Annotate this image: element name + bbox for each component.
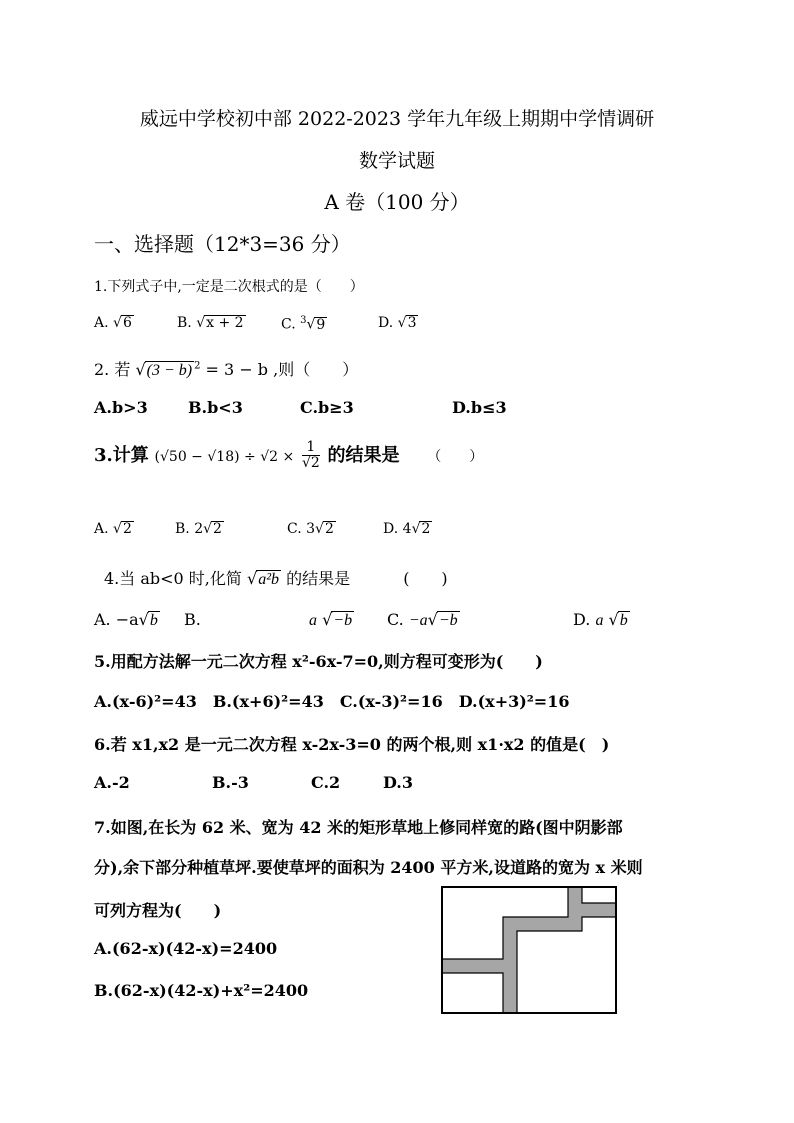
- q2-option-a: A.b>3: [94, 398, 148, 417]
- q1-option-d: D. √3: [378, 315, 417, 331]
- q6-stem: 6.若 x1,x2 是一元二次方程 x-2x-3=0 的两个根,则 x1·x2 的值是( ): [94, 735, 610, 754]
- q7-line-3: 可列方程为( ): [94, 901, 222, 920]
- q5-stem: 5.用配方法解一元二次方程 x²-6x-7=0,则方程可变形为( ): [94, 652, 543, 671]
- q2-stem: 2. 若 √(3 − b) $^2$ = 3 − b ,则（ ）: [94, 360, 359, 379]
- q6-option-b: B.-3: [212, 773, 249, 792]
- q2-option-b: B.b<3: [188, 398, 243, 417]
- q5-options: A.(x-6)²=43 B.(x+6)²=43 C.(x-3)²=16 D.(x+3)²=16: [94, 692, 570, 711]
- q4-stem: 4.当 ab<0 时,化简 √a²b 的结果是 ( ): [104, 569, 448, 588]
- q4-option-a: A. −a√b: [94, 610, 158, 629]
- q3-option-b: B. 2√2: [175, 521, 222, 537]
- q3-option-d: D. 4√2: [383, 521, 431, 537]
- paper-label: A 卷（100 分）: [324, 190, 470, 214]
- q6-option-a: A.-2: [94, 773, 130, 792]
- q1-option-a: A. √6: [94, 315, 132, 331]
- q4-option-b-label: B.: [184, 610, 201, 629]
- exam-subject: 数学试题: [358, 150, 435, 172]
- q4-option-c: C. −a√−b: [387, 610, 458, 629]
- q7-line-2: 分),余下部分种植草坪.要使草坪的面积为 2400 平方米,设道路的宽为 x 米则: [94, 858, 643, 877]
- exam-title: 威远中学校初中部 2022-2023 学年九年级上期期中学情调研: [139, 108, 655, 130]
- q7-line-1: 7.如图,在长为 62 米、宽为 42 米的矩形草地上修同样宽的路(图中阴影部: [94, 818, 623, 837]
- q3-option-c: C. 3√2: [287, 521, 334, 537]
- q2-option-d: D.b≤3: [452, 398, 507, 417]
- q1-option-b: B. √x + 2: [177, 315, 244, 331]
- q3-stem: 3.计算 (√50 − √18) ÷ √2 × $\frac{1}{√2}$ 的结果是 （ ）: [94, 439, 484, 472]
- q7-option-a: A.(62-x)(42-x)=2400: [94, 939, 278, 958]
- q1-option-c: C. $^3$√9: [281, 315, 326, 333]
- q4-option-d: D. a √b: [573, 610, 628, 629]
- q7-road-figure: [440, 885, 618, 1015]
- q7-option-b: B.(62-x)(42-x)+x²=2400: [94, 981, 309, 1000]
- section-heading: 一、选择题（12*3=36 分）: [94, 232, 351, 256]
- q6-option-c: C.2: [311, 773, 341, 792]
- q6-option-d: D.3: [383, 773, 414, 792]
- q2-option-c: C.b≥3: [300, 398, 354, 417]
- road-shading: [568, 887, 582, 903]
- q3-option-a: A. √2: [94, 521, 132, 537]
- q1-stem: 1.下列式子中,一定是二次根式的是（ ）: [94, 279, 364, 295]
- q4-option-b-expr: a √−b: [309, 610, 353, 629]
